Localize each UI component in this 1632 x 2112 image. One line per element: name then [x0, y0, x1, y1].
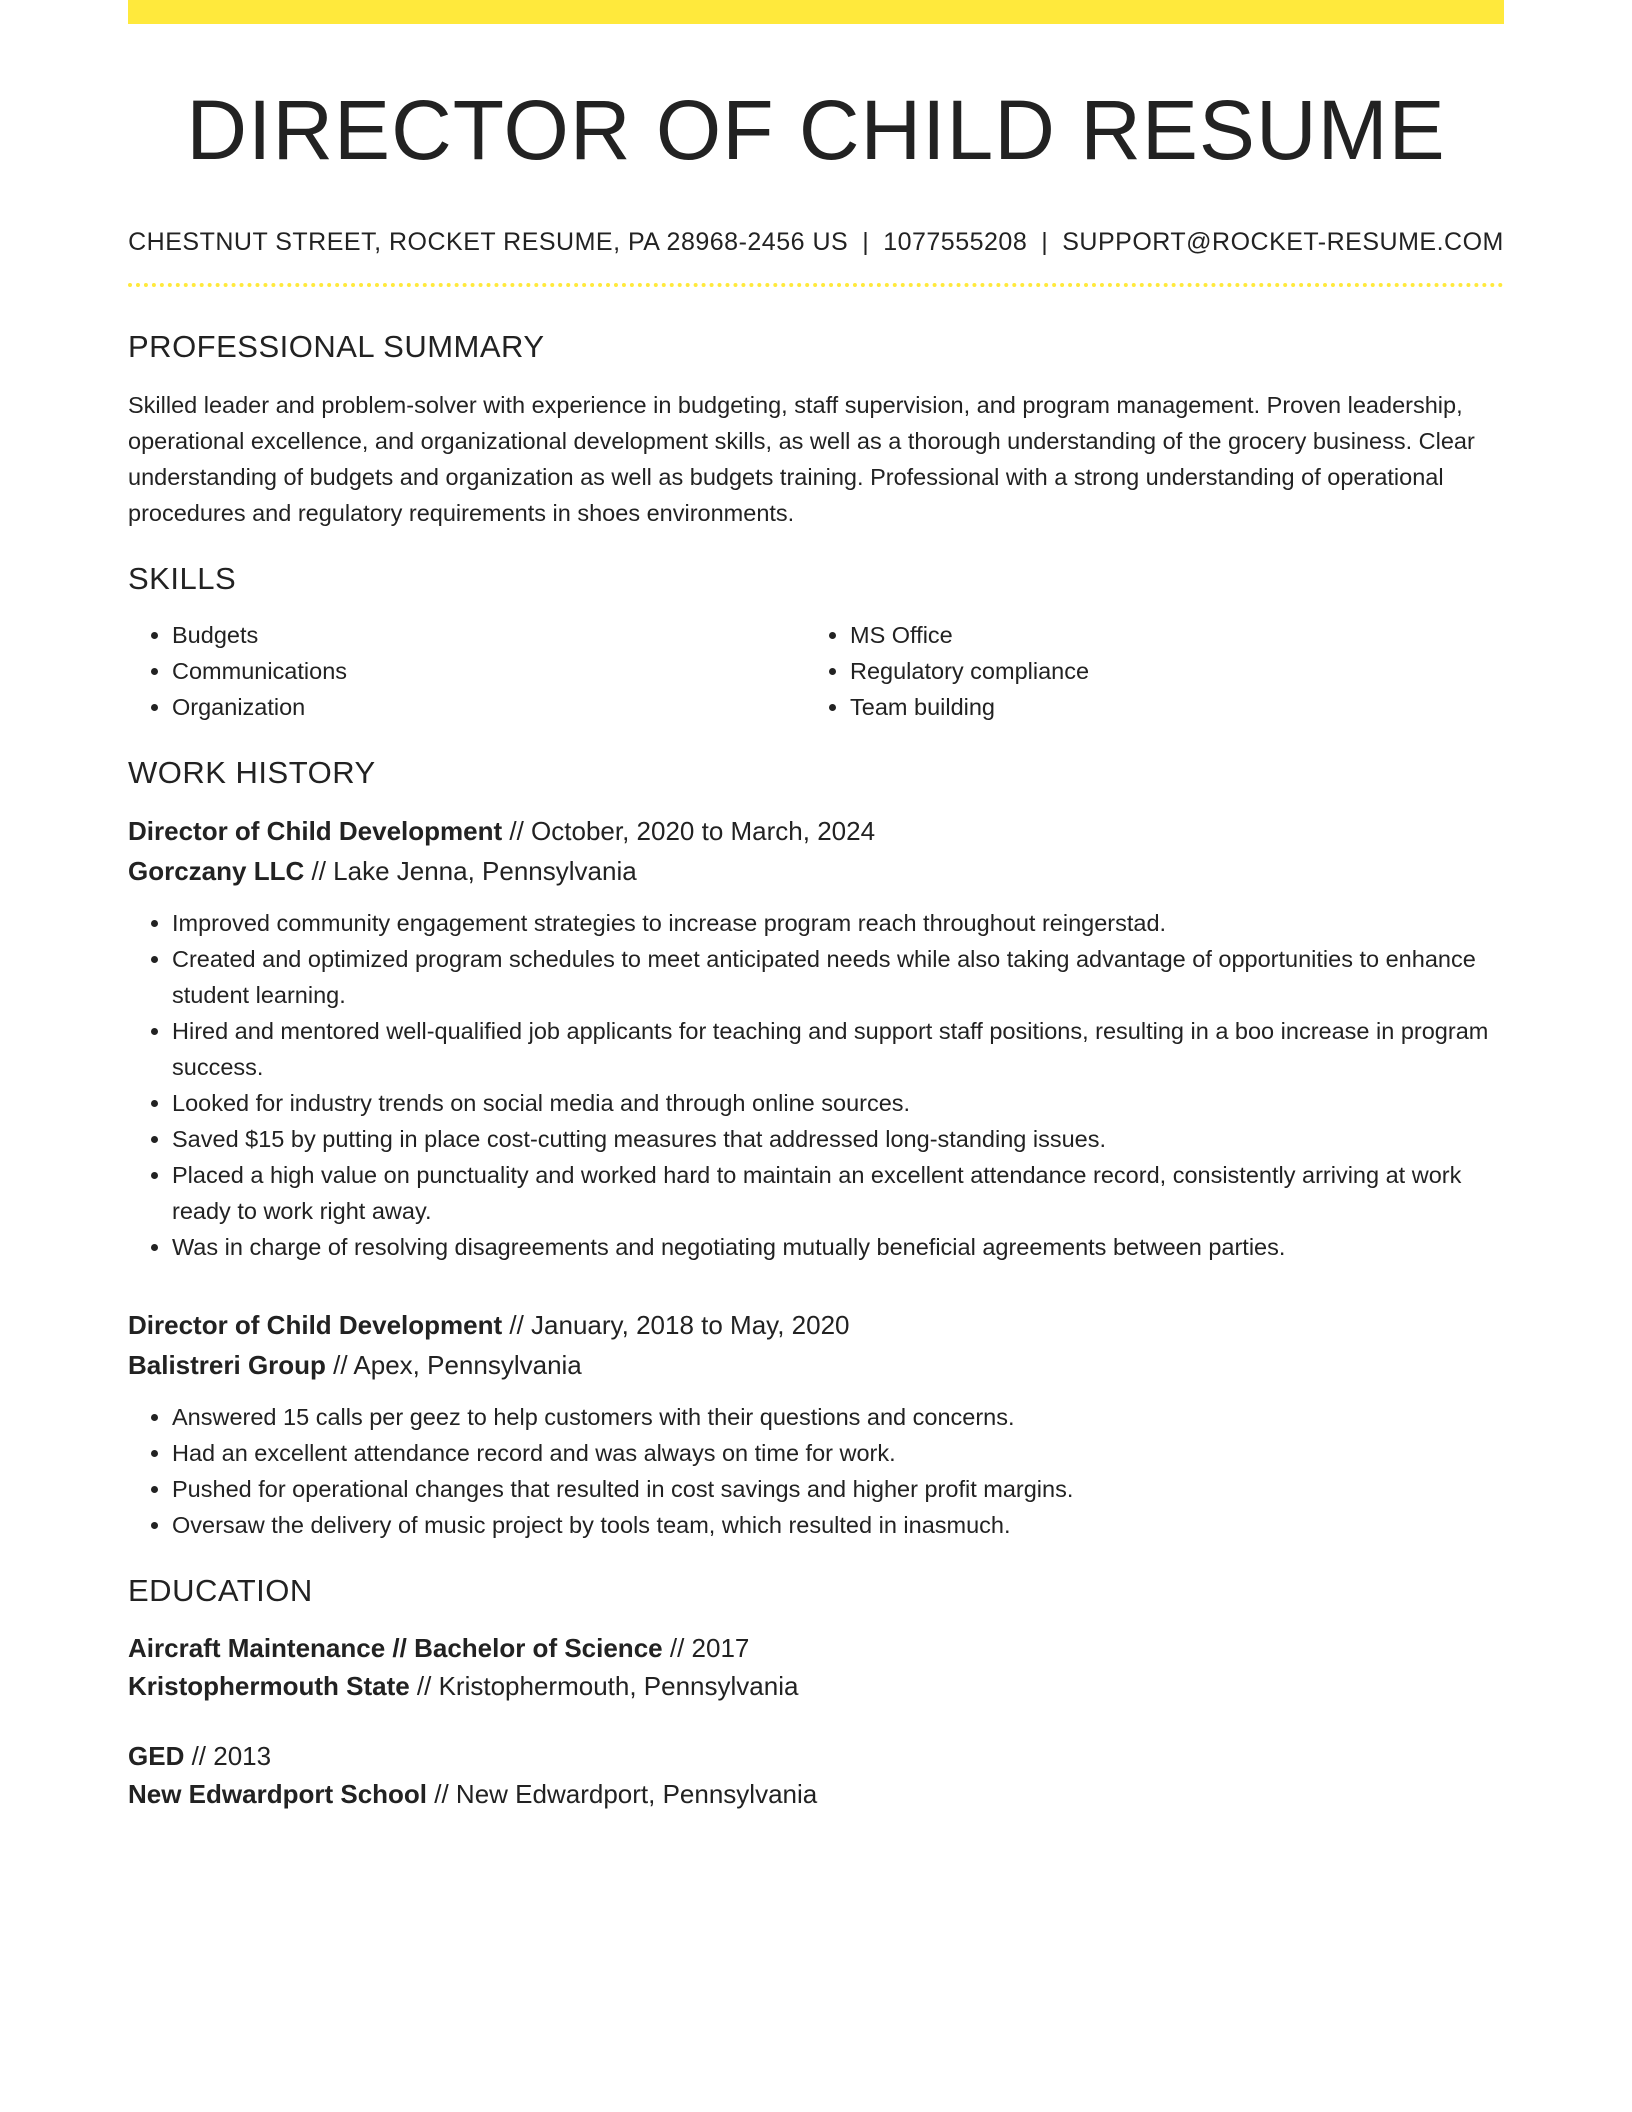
skills-column-left	[128, 617, 806, 725]
summary-text: Skilled leader and problem-solver with experience in budgeting, staff supervision, and program management. Proven leadership, operational excellence, and organizational development skills, as well as a thorough understanding of the grocery business. Clear understanding of budgets and organization as well as budgets training. Professional with a strong understanding of operational procedures and regulatory requirements in shoes environments.	[128, 392, 1475, 527]
resume-title: DIRECTOR OF CHILD RESUME	[186, 83, 1446, 177]
education-heading: EDUCATION	[128, 1573, 313, 1609]
dotted-divider	[128, 283, 1504, 287]
resume-page	[128, 0, 1504, 1813]
job-company-line	[128, 1345, 1504, 1385]
skill-item: • Communications	[172, 653, 806, 689]
job-entry	[128, 1305, 1504, 1543]
work-history-heading: WORK HISTORY	[128, 755, 376, 791]
job-bullet: • Answered 15 calls per geez to help customers with their questions and concerns.	[172, 1399, 1504, 1435]
skills-column-right	[806, 617, 1484, 725]
skill-item: • Team building	[850, 689, 1484, 725]
education-school-line	[128, 1775, 1504, 1813]
job-location: // Lake Jenna, Pennsylvania	[304, 856, 637, 887]
job-company: Gorczany LLC	[128, 856, 305, 887]
job-bullets	[128, 1399, 1504, 1543]
skill-item: • MS Office	[850, 617, 1484, 653]
education-degree: GED	[128, 1741, 185, 1772]
education-degree-line	[128, 1629, 1504, 1667]
job-bullets	[128, 905, 1504, 1265]
contact-separator: |	[862, 228, 870, 257]
job-location: // Apex, Pennsylvania	[325, 1350, 582, 1381]
job-company: Balistreri Group	[128, 1350, 326, 1381]
job-dates: // October, 2020 to March, 2024	[502, 816, 876, 847]
skills-heading: SKILLS	[128, 561, 237, 597]
job-company-line	[128, 851, 1504, 891]
email: SUPPORT@ROCKET-RESUME.COM	[1062, 228, 1504, 257]
summary-heading: PROFESSIONAL SUMMARY	[128, 329, 545, 365]
skill-item: • Budgets	[172, 617, 806, 653]
job-title: Director of Child Development	[128, 1310, 503, 1341]
job-bullet: • Pushed for operational changes that resulted in cost savings and higher profit margins.	[172, 1471, 1504, 1507]
contact-line	[128, 228, 1504, 257]
job-title-line	[128, 1305, 1504, 1345]
skill-item: • Organization	[172, 689, 806, 725]
education-school: New Edwardport School	[128, 1779, 428, 1810]
education-entry	[128, 1629, 1504, 1705]
job-bullet: • Created and optimized program schedules to meet anticipated needs while also taking advantage of opportunities to enhance student learning.	[172, 941, 1504, 1013]
skills-list	[128, 617, 1504, 725]
skill-item: • Regulatory compliance	[850, 653, 1484, 689]
education-school-line	[128, 1667, 1504, 1705]
education-year: // 2013	[184, 1741, 272, 1772]
education-degree-line	[128, 1737, 1504, 1775]
job-title-line	[128, 811, 1504, 851]
education-year: // 2017	[662, 1633, 750, 1664]
education-degree: Aircraft Maintenance // Bachelor of Science	[128, 1633, 663, 1664]
job-bullet: • Hired and mentored well-qualified job applicants for teaching and support staff positions, resulting in a boo increase in program success.	[172, 1013, 1504, 1085]
contact-separator: |	[1041, 228, 1049, 257]
education-location: // New Edwardport, Pennsylvania	[427, 1779, 818, 1810]
job-entry	[128, 811, 1504, 1265]
top-accent-bar	[128, 0, 1504, 24]
job-title: Director of Child Development	[128, 816, 503, 847]
job-bullet: • Had an excellent attendance record and was always on time for work.	[172, 1435, 1504, 1471]
education-entry	[128, 1737, 1504, 1813]
job-bullet: • Placed a high value on punctuality and worked hard to maintain an excellent attendance record, consistently arriving at work ready to work right away.	[172, 1157, 1504, 1229]
phone: 1077555208	[883, 228, 1028, 257]
job-bullet: • Improved community engagement strategies to increase program reach throughout reingerstad.	[172, 905, 1504, 941]
job-bullet: • Looked for industry trends on social media and through online sources.	[172, 1085, 1504, 1121]
education-school: Kristophermouth State	[128, 1671, 410, 1702]
job-bullet: • Was in charge of resolving disagreements and negotiating mutually beneficial agreements between parties.	[172, 1229, 1504, 1265]
education-location: // Kristophermouth, Pennsylvania	[409, 1671, 799, 1702]
job-bullet: • Saved $15 by putting in place cost-cutting measures that addressed long-standing issues.	[172, 1121, 1504, 1157]
job-dates: // January, 2018 to May, 2020	[502, 1310, 850, 1341]
address: CHESTNUT STREET, ROCKET RESUME, PA 28968-2456 US	[128, 228, 849, 257]
job-bullet: • Oversaw the delivery of music project by tools team, which resulted in inasmuch.	[172, 1507, 1504, 1543]
